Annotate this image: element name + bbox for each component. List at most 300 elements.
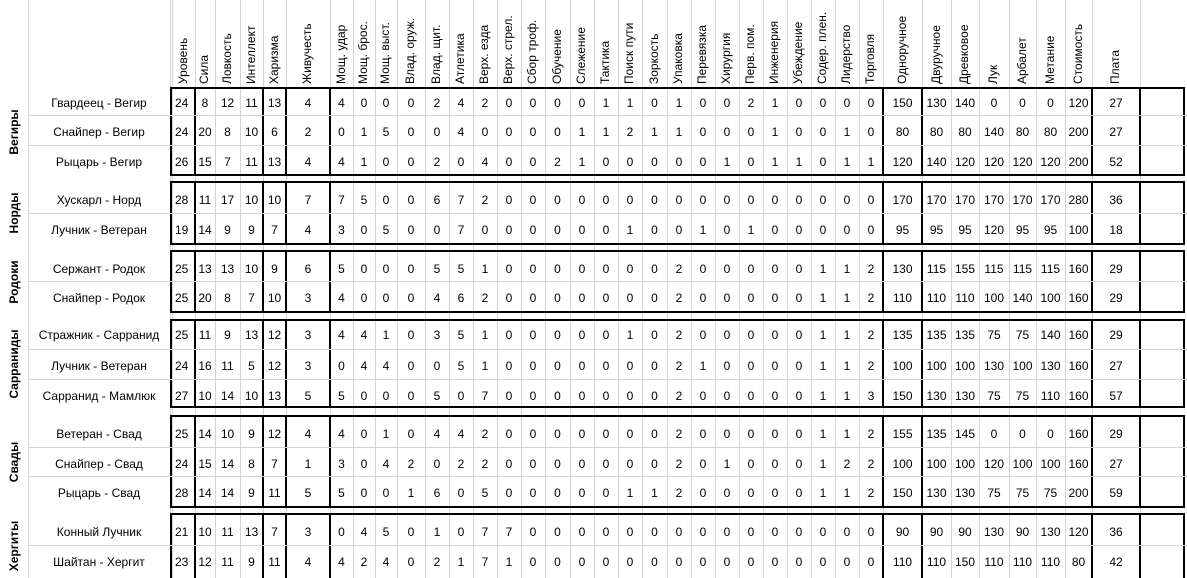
table-cell: 0 [771, 291, 779, 305]
table-cell: 0 [1047, 96, 1054, 110]
table-cell: 2 [360, 555, 368, 569]
table-cell: 80 [895, 125, 910, 139]
table-cell: 10 [244, 262, 259, 276]
table-cell: 280 [1068, 193, 1089, 207]
table-cell: 130 [983, 525, 1005, 539]
table-cell: 0 [626, 291, 634, 305]
row-divider [28, 115, 1187, 116]
table-cell: 13 [267, 96, 282, 110]
column-header: Упаковка [671, 33, 685, 84]
row-divider [28, 379, 1187, 380]
table-cell: 0 [1047, 427, 1054, 441]
table-cell: 0 [771, 457, 779, 471]
row-divider [28, 349, 1187, 350]
table-cell: 115 [984, 262, 1004, 276]
table-cell: 5 [382, 125, 390, 139]
table-cell: 1 [382, 328, 390, 342]
table-cell: 0 [723, 193, 731, 207]
table-cell: 0 [602, 457, 610, 471]
table-cell: 3 [867, 389, 875, 403]
table-cell: 0 [651, 427, 658, 441]
table-cell: 1 [626, 328, 634, 342]
column-header: Плата [1108, 49, 1122, 84]
table-cell: 110 [1040, 555, 1061, 569]
table-cell: 75 [1043, 486, 1058, 500]
table-cell: 0 [747, 291, 755, 305]
table-cell: 1 [651, 486, 658, 500]
table-cell: 12 [267, 359, 282, 373]
table-cell: 100 [983, 291, 1005, 305]
table-cell: 1 [819, 389, 827, 403]
table-cell: 100 [892, 457, 913, 471]
table-cell: 2 [481, 193, 489, 207]
table-cell: 0 [651, 457, 658, 471]
table-cell: 28 [175, 193, 189, 207]
table-cell: 0 [602, 291, 610, 305]
table-cell: 150 [892, 486, 913, 500]
table-cell: 12 [267, 328, 282, 342]
table-cell: 140 [983, 125, 1005, 139]
table-cell: 7 [481, 555, 489, 569]
table-cell: 0 [699, 389, 707, 403]
unit-name: Сарранид - Мамлюк [42, 389, 156, 403]
table-cell: 7 [224, 155, 231, 169]
table-cell: 4 [360, 359, 368, 373]
table-cell: 0 [407, 525, 415, 539]
table-cell: 170 [926, 193, 947, 207]
table-cell: 2 [433, 155, 441, 169]
table-cell: 0 [795, 223, 803, 237]
table-cell: 0 [529, 359, 537, 373]
table-cell: 0 [795, 96, 803, 110]
table-cell: 2 [457, 457, 465, 471]
table-cell: 0 [338, 359, 345, 373]
table-cell: 0 [457, 525, 465, 539]
group-border [170, 506, 1185, 508]
table-cell: 0 [505, 389, 513, 403]
table-cell: 170 [983, 193, 1005, 207]
table-cell: 5 [382, 525, 390, 539]
table-cell: 110 [892, 555, 913, 569]
table-cell: 0 [578, 486, 586, 500]
table-cell: 0 [407, 125, 415, 139]
table-cell: 0 [481, 125, 489, 139]
table-cell: 7 [457, 193, 465, 207]
table-cell: 4 [457, 96, 465, 110]
table-cell: 2 [867, 457, 875, 471]
table-cell: 1 [867, 155, 875, 169]
column-header: Торговля [863, 33, 877, 84]
table-cell: 0 [795, 389, 803, 403]
table-cell: 170 [892, 193, 913, 207]
group-border [170, 243, 1185, 245]
table-cell: 0 [360, 262, 368, 276]
column-header: Ловкость [219, 33, 234, 84]
unit-name: Снайпер - Родок [53, 291, 145, 305]
table-cell: 160 [1068, 359, 1089, 373]
table-cell: 120 [892, 155, 913, 169]
group-border [170, 406, 1185, 408]
table-cell: 0 [747, 359, 755, 373]
column-header: Стоимость [1070, 23, 1085, 84]
column-header: Тактика [598, 40, 612, 84]
table-cell: 0 [626, 427, 634, 441]
table-cell: 0 [602, 193, 610, 207]
table-cell: 0 [675, 525, 683, 539]
table-cell: 26 [175, 155, 189, 169]
column-header: Убеждение [791, 21, 805, 84]
table-cell: 2 [675, 328, 683, 342]
table-cell: 0 [407, 291, 415, 305]
table-cell: 15 [198, 457, 212, 471]
table-cell: 2 [481, 291, 489, 305]
table-cell: 75 [987, 486, 1001, 500]
table-cell: 2 [554, 155, 561, 169]
column-header: Одноручное [894, 15, 909, 84]
table-cell: 0 [771, 359, 779, 373]
table-cell: 0 [699, 125, 707, 139]
table-cell: 0 [675, 223, 683, 237]
table-cell: 42 [1109, 555, 1123, 569]
table-cell: 7 [271, 457, 278, 471]
table-cell: 2 [867, 486, 875, 500]
group-border [170, 415, 1185, 417]
table-cell: 0 [771, 389, 779, 403]
table-cell: 17 [220, 193, 235, 207]
table-cell: 0 [360, 291, 368, 305]
table-cell: 10 [244, 389, 259, 403]
table-cell: 75 [987, 328, 1001, 342]
table-cell: 0 [529, 389, 537, 403]
table-cell: 1 [505, 555, 513, 569]
table-cell: 100 [954, 457, 976, 471]
table-cell: 11 [198, 328, 212, 342]
table-cell: 130 [926, 96, 947, 110]
table-cell: 0 [651, 389, 658, 403]
table-cell: 6 [433, 193, 441, 207]
table-cell: 10 [267, 291, 282, 305]
table-cell: 0 [505, 96, 513, 110]
table-cell: 0 [529, 96, 537, 110]
column-header: Перевязка [695, 24, 709, 84]
table-cell: 7 [505, 525, 513, 539]
table-cell: 8 [201, 96, 209, 110]
table-cell: 0 [651, 555, 658, 569]
table-cell: 3 [304, 525, 312, 539]
table-cell: 100 [954, 359, 976, 373]
table-cell: 0 [795, 262, 803, 276]
group-border [1183, 319, 1185, 408]
table-cell: 0 [578, 328, 586, 342]
table-cell: 1 [457, 555, 465, 569]
table-cell: 7 [481, 525, 489, 539]
table-cell: 5 [360, 193, 368, 207]
table-cell: 24 [175, 457, 189, 471]
unit-name: Шайтан - Хергит [53, 555, 145, 569]
table-cell: 0 [723, 389, 731, 403]
table-cell: 0 [433, 223, 441, 237]
table-cell: 0 [699, 155, 707, 169]
table-cell: 120 [954, 155, 976, 169]
table-cell: 120 [983, 155, 1005, 169]
column-header: Мощ. удар [333, 24, 348, 84]
group-label: Родоки [7, 259, 21, 304]
group-border [170, 87, 1185, 89]
table-cell: 4 [433, 427, 441, 441]
table-cell: 5 [481, 486, 489, 500]
table-cell: 0 [529, 525, 537, 539]
row-divider [28, 476, 1187, 477]
table-cell: 1 [819, 457, 827, 471]
table-cell: 0 [602, 389, 610, 403]
table-cell: 120 [1040, 155, 1061, 169]
table-cell: 6 [271, 125, 278, 139]
table-cell: 0 [795, 125, 803, 139]
table-cell: 0 [747, 555, 755, 569]
table-cell: 0 [651, 96, 658, 110]
table-cell: 0 [747, 193, 755, 207]
table-cell: 5 [457, 359, 465, 373]
table-cell: 1 [843, 262, 851, 276]
unit-name: Снайпер - Свад [55, 457, 143, 471]
table-cell: 0 [382, 389, 390, 403]
table-cell: 0 [771, 223, 779, 237]
table-cell: 0 [723, 555, 731, 569]
table-cell: 160 [1068, 389, 1089, 403]
table-cell: 120 [1012, 155, 1033, 169]
unit-name: Стражник - Сарранид [38, 328, 160, 342]
group-border [170, 250, 1185, 252]
table-cell: 12 [267, 427, 282, 441]
table-cell: 0 [819, 193, 827, 207]
table-cell: 0 [723, 328, 731, 342]
table-cell: 1 [675, 125, 683, 139]
table-cell: 0 [529, 328, 537, 342]
table-cell: 21 [175, 525, 189, 539]
table-cell: 1 [602, 96, 610, 110]
table-cell: 6 [457, 291, 465, 305]
table-cell: 0 [699, 262, 707, 276]
table-cell: 0 [578, 291, 586, 305]
table-cell: 6 [433, 486, 441, 500]
column-header: Атлетика [453, 33, 467, 84]
table-cell: 1 [481, 359, 489, 373]
table-cell: 29 [1109, 262, 1123, 276]
table-cell: 155 [954, 262, 976, 276]
table-cell: 9 [224, 328, 231, 342]
table-cell: 0 [819, 525, 827, 539]
table-cell: 1 [382, 427, 390, 441]
table-cell: 0 [505, 359, 513, 373]
table-cell: 0 [578, 223, 586, 237]
table-cell: 0 [602, 525, 610, 539]
table-cell: 0 [360, 96, 368, 110]
table-cell: 11 [245, 96, 258, 110]
table-cell: 80 [1071, 555, 1086, 569]
table-cell: 0 [795, 555, 803, 569]
table-cell: 5 [338, 262, 345, 276]
unit-name: Ветеран - Свад [56, 427, 142, 441]
unit-name: Сержант - Родок [52, 262, 146, 276]
table-cell: 80 [958, 125, 972, 139]
table-cell: 11 [245, 155, 258, 169]
column-header: Лук [986, 64, 1000, 84]
table-cell: 200 [1068, 155, 1089, 169]
table-cell: 0 [505, 486, 513, 500]
table-cell: 135 [926, 328, 947, 342]
table-cell: 0 [505, 328, 513, 342]
table-cell: 2 [675, 359, 683, 373]
table-cell: 14 [198, 427, 212, 441]
table-cell: 29 [1109, 291, 1123, 305]
table-cell: 120 [1068, 525, 1089, 539]
table-cell: 0 [481, 223, 489, 237]
table-cell: 11 [221, 525, 234, 539]
table-cell: 20 [198, 125, 212, 139]
table-cell: 0 [554, 359, 561, 373]
table-cell: 0 [554, 291, 561, 305]
table-cell: 2 [407, 457, 415, 471]
table-cell: 27 [1109, 125, 1123, 139]
column-header: Инженерия [767, 20, 781, 84]
table-cell: 0 [771, 328, 779, 342]
column-header: Двуручное [928, 25, 943, 84]
table-cell: 27 [1109, 457, 1123, 471]
table-cell: 0 [529, 262, 537, 276]
table-cell: 75 [1015, 328, 1030, 342]
table-cell: 7 [271, 223, 278, 237]
table-cell: 0 [626, 262, 634, 276]
table-cell: 0 [651, 525, 658, 539]
table-cell: 95 [929, 223, 944, 237]
table-cell: 24 [175, 125, 189, 139]
table-cell: 0 [699, 291, 707, 305]
table-cell: 0 [578, 359, 586, 373]
table-cell: 7 [304, 193, 312, 207]
table-cell: 0 [723, 96, 731, 110]
table-cell: 1 [651, 125, 658, 139]
table-cell: 0 [602, 427, 610, 441]
table-cell: 2 [867, 359, 875, 373]
table-cell: 0 [699, 96, 707, 110]
table-cell: 90 [958, 525, 972, 539]
table-cell: 13 [220, 262, 235, 276]
column-header: Метание [1042, 35, 1057, 84]
column-header: Обучение [549, 29, 564, 84]
table-cell: 4 [304, 555, 312, 569]
table-cell: 1 [602, 125, 610, 139]
table-cell: 0 [795, 291, 803, 305]
table-cell: 130 [926, 389, 947, 403]
table-cell: 0 [529, 291, 537, 305]
unit-name: Гвардеец - Вегир [51, 96, 147, 110]
table-cell: 2 [843, 457, 851, 471]
table-cell: 170 [1012, 193, 1033, 207]
table-cell: 100 [1012, 457, 1033, 471]
table-cell: 5 [304, 486, 312, 500]
table-cell: 140 [1040, 328, 1061, 342]
column-header: Зоркость [646, 33, 661, 84]
table-cell: 36 [1109, 193, 1123, 207]
column-header: Харизма [266, 35, 281, 84]
row-divider [28, 213, 1187, 214]
table-cell: 0 [529, 555, 537, 569]
table-cell: 11 [221, 555, 234, 569]
table-cell: 0 [651, 193, 658, 207]
table-cell: 0 [602, 486, 610, 500]
column-header: Слежение [574, 27, 588, 84]
table-cell: 0 [602, 262, 610, 276]
table-cell: 57 [1109, 389, 1123, 403]
table-cell: 0 [723, 223, 731, 237]
table-cell: 115 [926, 262, 947, 276]
table-cell: 4 [481, 155, 489, 169]
table-cell: 95 [958, 223, 972, 237]
table-cell: 1 [747, 223, 755, 237]
table-cell: 0 [819, 223, 827, 237]
table-cell: 1 [723, 155, 731, 169]
table-cell: 15 [198, 155, 212, 169]
table-cell: 0 [505, 291, 513, 305]
table-cell: 11 [198, 193, 212, 207]
table-cell: 95 [895, 223, 910, 237]
table-cell: 1 [699, 223, 707, 237]
table-cell: 0 [554, 193, 561, 207]
table-cell: 0 [602, 359, 610, 373]
table-cell: 0 [360, 486, 368, 500]
column-header: Поиск пути [622, 22, 636, 84]
table-cell: 4 [304, 155, 312, 169]
table-cell: 1 [304, 457, 312, 471]
table-cell: 2 [304, 125, 312, 139]
table-cell: 2 [675, 389, 683, 403]
table-cell: 2 [433, 555, 441, 569]
table-cell: 0 [578, 427, 586, 441]
unit-name: Снайпер - Вегир [53, 125, 145, 139]
table-cell: 135 [926, 427, 947, 441]
table-cell: 160 [1068, 457, 1089, 471]
table-cell: 110 [955, 291, 975, 305]
table-cell: 2 [675, 291, 683, 305]
table-cell: 0 [651, 359, 658, 373]
table-cell: 5 [248, 359, 255, 373]
table-cell: 0 [795, 457, 803, 471]
table-cell: 18 [1109, 223, 1123, 237]
table-cell: 0 [723, 427, 731, 441]
table-cell: 0 [747, 427, 755, 441]
table-cell: 0 [843, 525, 851, 539]
table-cell: 120 [983, 223, 1005, 237]
table-cell: 0 [554, 125, 561, 139]
table-cell: 5 [457, 328, 465, 342]
table-cell: 9 [248, 486, 255, 500]
table-cell: 1 [626, 96, 634, 110]
table-cell: 4 [304, 223, 312, 237]
table-cell: 4 [360, 328, 368, 342]
table-cell: 2 [481, 96, 489, 110]
table-cell: 160 [1068, 291, 1089, 305]
table-cell: 14 [198, 486, 212, 500]
table-cell: 5 [382, 223, 390, 237]
table-cell: 13 [267, 155, 282, 169]
table-cell: 130 [892, 262, 913, 276]
table-cell: 0 [651, 328, 658, 342]
table-cell: 9 [248, 555, 255, 569]
table-cell: 1 [843, 328, 851, 342]
table-cell: 0 [407, 193, 415, 207]
table-cell: 0 [867, 223, 875, 237]
group-label: Вегиры [7, 108, 21, 155]
